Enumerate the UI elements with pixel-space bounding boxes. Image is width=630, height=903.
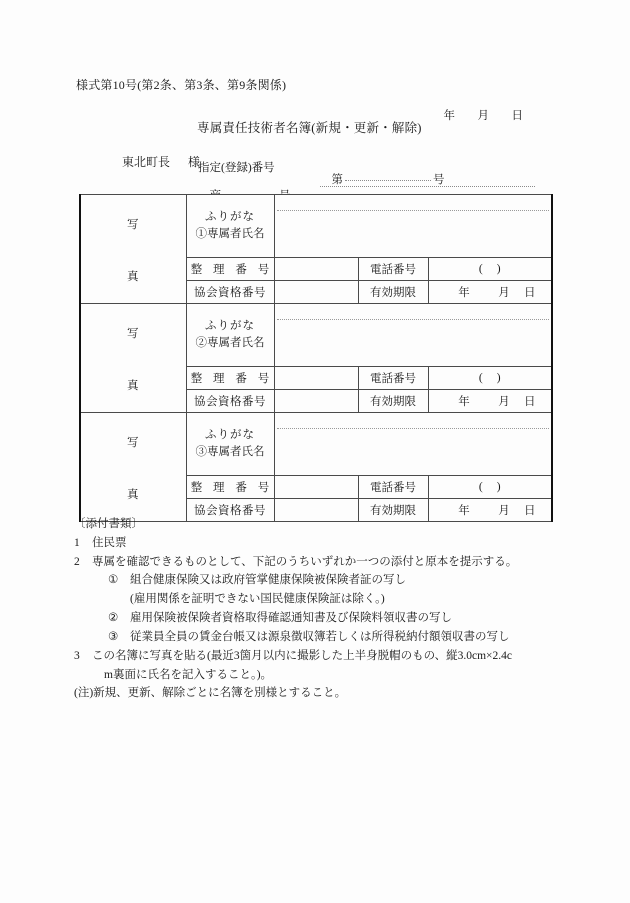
telephone-paren-open: ( xyxy=(478,481,497,493)
seiri-number-field-2[interactable] xyxy=(274,367,358,390)
trade-name-underline[interactable] xyxy=(320,186,535,187)
telephone-paren-close: ) xyxy=(496,263,501,275)
expiry-year: 年 xyxy=(458,396,470,408)
note-item-2-sub-2-text: 雇用保険被保険者資格取得確認通知書及び保険料領収書の写し xyxy=(130,612,452,625)
date-day-label: 日 xyxy=(511,110,523,122)
note-item-1-number: 1 xyxy=(74,536,80,549)
registrant-name-label: ③専属者氏名 xyxy=(195,446,265,458)
table-row xyxy=(80,304,552,367)
kyokai-number-label-3: 協会資格番号 xyxy=(186,499,274,522)
kyokai-number-label-2: 協会資格番号 xyxy=(186,390,274,413)
registration-number-underline[interactable] xyxy=(345,180,431,181)
expiry-label-3: 有効期限 xyxy=(358,499,428,522)
seiri-number-field-3[interactable] xyxy=(274,476,358,499)
expiry-day: 日 xyxy=(524,396,536,408)
photo-char-bottom: 真 xyxy=(127,271,140,283)
expiry-day: 日 xyxy=(524,505,536,517)
seiri-number-label-2: 整 理 番 号 xyxy=(186,367,274,390)
furigana-label: ふりがな xyxy=(205,211,255,224)
expiry-month: 月 xyxy=(498,505,510,517)
registrant-name-field-2[interactable] xyxy=(274,304,552,367)
furigana-label: ふりがな xyxy=(205,429,255,442)
date-year-label: 年 xyxy=(443,110,455,122)
note-item-2-sub-1 xyxy=(74,572,574,590)
photo-char-top: 写 xyxy=(127,219,140,231)
kyokai-number-field-2[interactable] xyxy=(274,390,358,413)
registrant-name-field-3[interactable] xyxy=(274,413,552,476)
registrant-name-label: ②専属者氏名 xyxy=(195,337,265,349)
note-item-3-number: 3 xyxy=(74,649,80,662)
name-label-3 xyxy=(186,413,274,476)
note-item-3 xyxy=(74,648,574,666)
form-number-label: 様式第10号(第2条、第3条、第9条関係) xyxy=(76,78,287,92)
note-item-2-sub-3-number: ③ xyxy=(108,630,119,643)
expiry-month: 月 xyxy=(498,287,510,299)
expiry-month: 月 xyxy=(498,396,510,408)
seiri-number-field-1[interactable] xyxy=(274,258,358,281)
furigana-underline xyxy=(277,428,550,429)
furigana-label: ふりがな xyxy=(205,320,255,333)
kyokai-number-label-1: 協会資格番号 xyxy=(186,281,274,304)
note-item-2-sub-1-continuation: (雇用関係を証明できない国民健康保険証は除く。) xyxy=(130,593,385,606)
table-row xyxy=(80,195,552,258)
name-label-2 xyxy=(186,304,274,367)
notes-heading: 〔添付書類〕 xyxy=(74,518,143,530)
attachments-notes xyxy=(74,516,574,703)
note-item-2-sub-2 xyxy=(74,610,574,628)
photo-cell-3[interactable] xyxy=(80,413,186,522)
telephone-paren-open: ( xyxy=(478,372,497,384)
registration-number-field[interactable] xyxy=(320,159,445,199)
registration-number-label: 指定(登録)番号 xyxy=(198,162,275,174)
note-item-2-sub-1-number: ① xyxy=(108,574,119,587)
telephone-paren-open: ( xyxy=(478,263,497,275)
name-label-1 xyxy=(186,195,274,258)
note-item-2-sub-2-number: ② xyxy=(108,612,119,625)
note-item-2-sub-3 xyxy=(74,629,574,647)
telephone-paren-close: ) xyxy=(496,481,501,493)
note-item-1 xyxy=(74,535,574,553)
seiri-number-label-1: 整 理 番 号 xyxy=(186,258,274,281)
date-month-label: 月 xyxy=(477,110,489,122)
note-item-2-text: 専属を確認できるものとして、下記のうちいずれか一つの添付と原本を提示する。 xyxy=(92,555,518,568)
table-row xyxy=(80,413,552,476)
expiry-label-2: 有効期限 xyxy=(358,390,428,413)
expiry-year: 年 xyxy=(458,505,470,517)
note-item-2 xyxy=(74,554,574,572)
note-item-2-sub-3-text: 従業員全員の賃金台帳又は源泉徴収簿若しくは所得税納付額領収書の写し xyxy=(130,630,510,643)
furigana-underline xyxy=(277,319,550,320)
note-item-2-number: 2 xyxy=(74,555,80,568)
seiri-number-label-3: 整 理 番 号 xyxy=(186,476,274,499)
expiry-field-2[interactable] xyxy=(428,390,552,413)
page-title: 専属責任技術者名簿(新規・更新・解除) xyxy=(197,121,422,135)
addressee-name: 東北町長 xyxy=(122,155,171,169)
expiry-label-1: 有効期限 xyxy=(358,281,428,304)
furigana-underline xyxy=(277,210,550,211)
note-item-1-text: 住民票 xyxy=(92,536,127,549)
registration-suffix: 号 xyxy=(433,174,445,186)
photo-char-top: 写 xyxy=(127,437,140,449)
note-item-3-text: この名簿に写真を貼る(最近3箇月以内に撮影した上半身脱帽のもの、縦3.0cm×2.4c xyxy=(92,649,513,662)
final-note: (注)新規、更新、解除ごとに名簿を別様とすること。 xyxy=(74,687,347,700)
telephone-label-2: 電話番号 xyxy=(358,367,428,390)
photo-char-bottom: 真 xyxy=(127,489,140,501)
telephone-label-3: 電話番号 xyxy=(358,476,428,499)
note-item-2-sub-1-text: 組合健康保険又は政府管掌健康保険被保険者証の写し xyxy=(130,574,406,587)
addressee xyxy=(110,138,200,185)
telephone-field-2[interactable] xyxy=(428,367,552,390)
photo-cell-1[interactable] xyxy=(80,195,186,304)
photo-cell-2[interactable] xyxy=(80,304,186,413)
telephone-field-1[interactable] xyxy=(428,258,552,281)
telephone-paren-close: ) xyxy=(496,372,501,384)
registrants-table xyxy=(79,194,553,522)
note-item-3-continuation: m裏面に氏名を記入すること。)。 xyxy=(104,668,273,681)
photo-char-bottom: 真 xyxy=(127,380,140,392)
photo-char-top: 写 xyxy=(127,328,140,340)
date-line xyxy=(432,95,523,135)
registrant-name-field-1[interactable] xyxy=(274,195,552,258)
registrant-name-label: ①専属者氏名 xyxy=(195,228,265,240)
registration-prefix: 第 xyxy=(331,174,343,186)
telephone-label-1: 電話番号 xyxy=(358,258,428,281)
telephone-field-3[interactable] xyxy=(428,476,552,499)
expiry-field-1[interactable] xyxy=(428,281,552,304)
expiry-year: 年 xyxy=(458,287,470,299)
addressee-honorific: 様 xyxy=(188,155,201,169)
kyokai-number-field-1[interactable] xyxy=(274,281,358,304)
expiry-day: 日 xyxy=(524,287,536,299)
